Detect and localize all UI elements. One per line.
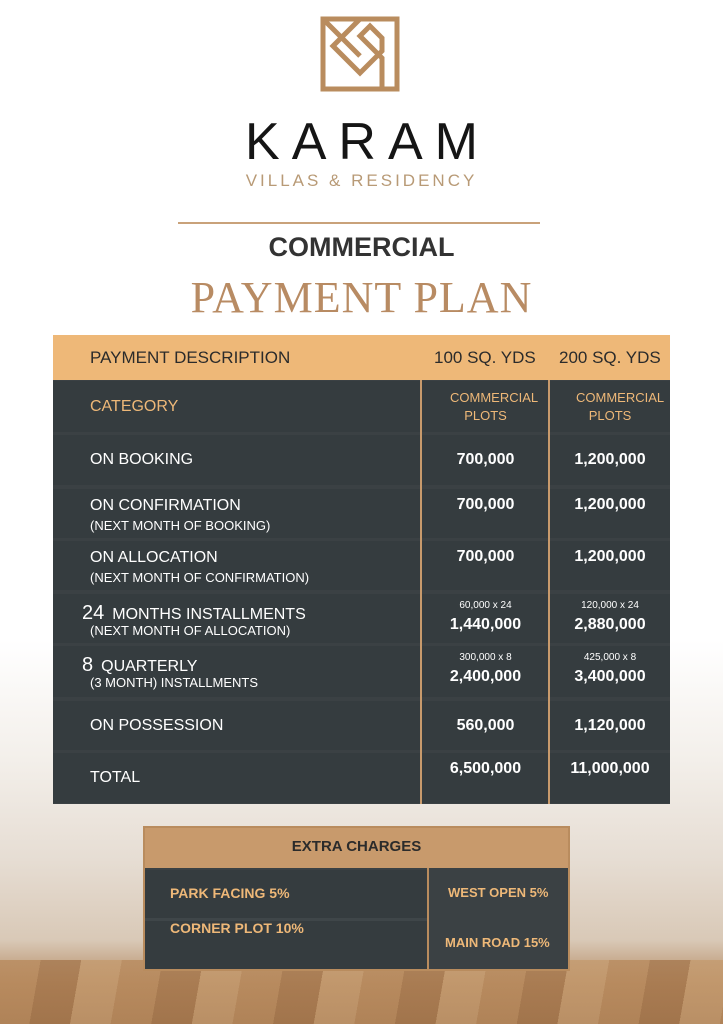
row-label-text: ON POSSESSION: [90, 717, 224, 734]
brand-name: KARAM: [245, 113, 490, 171]
installment-200: 120,000 x 24: [581, 600, 639, 611]
table-row: [53, 594, 670, 643]
west-open-charge: WEST OPEN 5%: [448, 885, 549, 900]
column-divider: [548, 380, 550, 804]
value-200: 1,200,000: [574, 496, 646, 513]
payment-table: [53, 335, 670, 804]
value-100: 700,000: [456, 496, 515, 513]
extra-charges-box: [143, 826, 570, 971]
value-200: 1,200,000: [574, 451, 646, 468]
value-200: 2,880,000: [574, 616, 646, 633]
category-200: COMMERCIAL PLOTS: [576, 390, 665, 423]
row-label: [90, 769, 140, 787]
value-200: 1,120,000: [574, 717, 646, 734]
table-row: [53, 646, 670, 697]
header-100: 100 SQ. YDS: [434, 348, 536, 367]
value-200: 3,400,000: [574, 668, 646, 685]
table-row-category: [53, 381, 670, 432]
value-100: 700,000: [456, 451, 515, 468]
row-label: [90, 717, 223, 735]
table-row: [53, 753, 670, 803]
row-label-text: QUARTERLY: [101, 658, 198, 675]
category-label: CATEGORY: [90, 398, 179, 415]
header-200: 200 SQ. YDS: [559, 348, 661, 367]
installment-100: 300,000 x 8: [459, 652, 512, 663]
park-facing-charge: PARK FACING 5%: [170, 885, 290, 901]
row-label: [82, 654, 198, 677]
corner-plot-charge: CORNER PLOT 10%: [170, 920, 304, 936]
row-label-text: TOTAL: [90, 769, 141, 786]
category-100: COMMERCIAL PLOTS: [450, 390, 539, 423]
row-label-text: ON BOOKING: [90, 451, 194, 468]
column-divider: [420, 380, 422, 804]
row-label: [90, 451, 193, 469]
extra-charges-title: EXTRA CHARGES: [145, 828, 568, 868]
row-label-text: ON ALLOCATION: [90, 549, 218, 566]
row-sublabel: (NEXT MONTH OF BOOKING): [90, 518, 271, 533]
table-header: [53, 335, 670, 380]
header-description: PAYMENT DESCRIPTION: [90, 348, 291, 367]
row-prefix: 24: [82, 602, 105, 624]
installment-100: 60,000 x 24: [459, 600, 512, 611]
table-row: [53, 541, 670, 590]
row-label: [90, 497, 241, 515]
value-100: 1,440,000: [449, 616, 522, 633]
row-sublabel: (3 MONTH) INSTALLMENTS: [90, 675, 259, 690]
row-sublabel: (NEXT MONTH OF ALLOCATION): [90, 623, 291, 638]
divider: [178, 222, 540, 224]
heading-payment-plan: PAYMENT PLAN: [190, 273, 533, 322]
row-sublabel: (NEXT MONTH OF CONFIRMATION): [90, 570, 310, 585]
table-row: [53, 489, 670, 538]
heading-commercial: COMMERCIAL: [268, 232, 455, 262]
value-200: 11,000,000: [570, 760, 650, 777]
row-label: [82, 602, 306, 625]
value-200: 1,200,000: [574, 548, 646, 565]
value-100: 2,400,000: [449, 668, 522, 685]
table-row: [53, 701, 670, 750]
row-prefix: 8: [82, 654, 94, 676]
row-label-text: ON CONFIRMATION: [90, 497, 241, 514]
value-100: 6,500,000: [449, 760, 522, 777]
value-100: 560,000: [456, 717, 515, 734]
main-road-charge: MAIN ROAD 15%: [445, 935, 550, 950]
row-label: [90, 549, 218, 567]
karam-logo-icon: [320, 16, 400, 92]
installment-200: 425,000 x 8: [583, 652, 637, 663]
value-100: 700,000: [456, 548, 515, 565]
table-row: [53, 435, 670, 485]
row-label-text: MONTHS INSTALLMENTS: [112, 606, 306, 623]
brand-tagline: VILLAS & RESIDENCY: [245, 171, 478, 190]
